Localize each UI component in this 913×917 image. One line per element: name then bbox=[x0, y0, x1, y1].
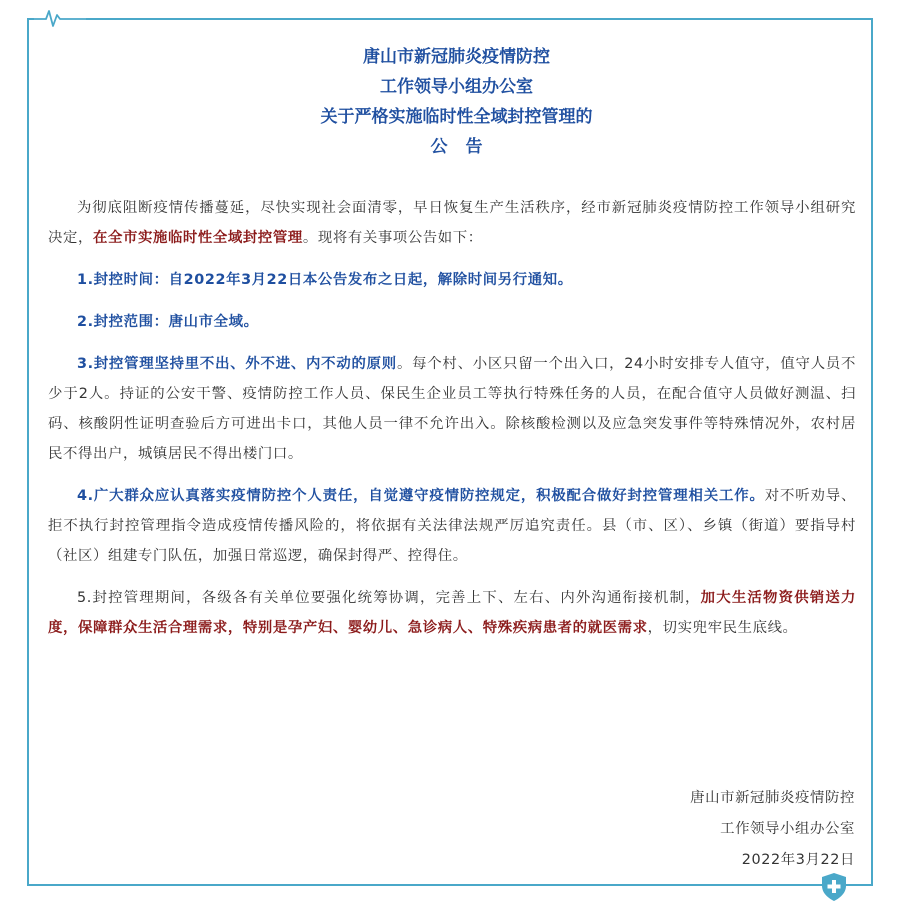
item-3-heading: 3.封控管理坚持里不出、外不进、内不动的原则 bbox=[77, 356, 397, 372]
signature-line-1: 唐山市新冠肺炎疫情防控 bbox=[690, 790, 855, 806]
intro-emphasis: 在全市实施临时性全域封控管理 bbox=[92, 230, 303, 246]
item-4-text: 对不听劝导、拒不执行封控管理指令造成疫情传播风险的，将依据有关法律法规严厉追究责任。县（市、区）、乡镇（街道）要指导村（社区）组建专门队伍，加强日常巡逻，确保封得严、控得住。 bbox=[48, 488, 856, 564]
item-4-heading: 4.广大群众应认真落实疫情防控个人责任，自觉遵守疫情防控规定，积极配合做好封控管理相关工作。 bbox=[77, 488, 765, 504]
intro-text-a: 为彻底阻断疫情传播蔓延，尽快实现社会面清零，早日恢复生产生活秩序，经市新冠肺炎疫情防控工作领导小组研究决定， bbox=[48, 200, 856, 246]
heartbeat-pulse-icon bbox=[34, 8, 86, 28]
medical-shield-icon bbox=[820, 872, 848, 902]
item-2-text: 2.封控范围：唐山市全域。 bbox=[77, 314, 259, 330]
item-3-paragraph bbox=[48, 349, 856, 469]
item-3-text: 。每个村、小区只留一个出入口，24小时安排专人值守，值守人员不少于2人。持证的公安干警、疫情防控工作人员、保民生企业员工等执行特殊任务的人员，在配合值守人员做好测温、扫码、核酸阴性证明查验后方可进出卡口，其他人员一律不允许出入。除核酸检测以及应急突发事件等特殊情况外，农村居民不得出户，城镇居民不得出楼门口。 bbox=[48, 356, 856, 462]
signature-date: 2022年3月22日 bbox=[741, 852, 855, 868]
title-line-1: 唐山市新冠肺炎疫情防控 bbox=[363, 47, 550, 67]
notice-title bbox=[0, 42, 913, 162]
item-1-paragraph bbox=[48, 265, 856, 295]
item-1-text: 1.封控时间：自2022年3月22日本公告发布之日起，解除时间另行通知。 bbox=[77, 272, 573, 288]
title-line-2: 工作领导小组办公室 bbox=[380, 77, 533, 97]
item-4-paragraph bbox=[48, 481, 856, 571]
notice-body bbox=[48, 193, 856, 643]
signature-block bbox=[690, 783, 855, 876]
item-5-text-a: 5.封控管理期间，各级各有关单位要强化统筹协调，完善上下、左右、内外沟通衔接机制， bbox=[77, 590, 701, 606]
intro-paragraph bbox=[48, 193, 856, 253]
item-5-emphasis: 加大生活物资供销送力度，保障群众生活合理需求，特别是孕产妇、婴幼儿、急诊病人、特殊疾病患者的就医需求 bbox=[48, 590, 856, 636]
intro-text-c: 。现将有关事项公告如下： bbox=[302, 230, 483, 246]
item-5-paragraph bbox=[48, 583, 856, 643]
item-2-paragraph bbox=[48, 307, 856, 337]
title-line-3: 关于严格实施临时性全域封控管理的 bbox=[320, 107, 593, 127]
signature-line-2: 工作领导小组办公室 bbox=[720, 821, 855, 837]
item-5-text-c: ，切实兜牢民生底线。 bbox=[647, 620, 798, 636]
title-line-4: 公告 bbox=[430, 137, 501, 157]
